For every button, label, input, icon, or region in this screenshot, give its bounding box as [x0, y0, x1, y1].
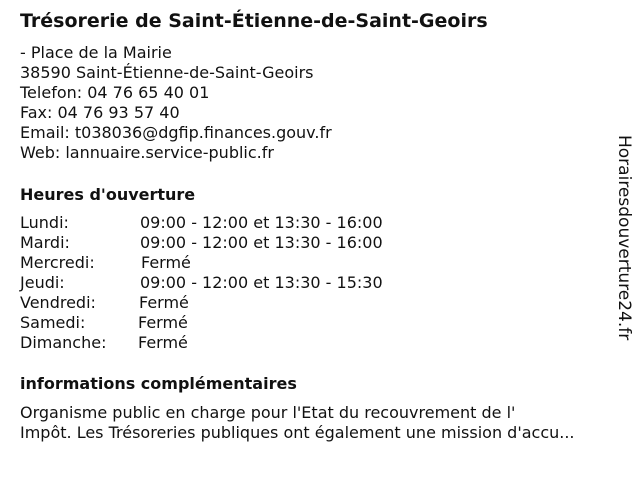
hours-time: Fermé	[138, 313, 188, 332]
hours-row-wednesday	[20, 253, 440, 273]
hours-time: 09:00 - 12:00 et 13:30 - 16:00	[140, 233, 383, 252]
hours-day: Lundi:	[20, 213, 69, 232]
page-title: Trésorerie de Saint-Étienne-de-Saint-Geoirs	[20, 10, 488, 32]
site-watermark: Horairesdouverture24.fr	[614, 135, 634, 341]
address-city: 38590 Saint-Étienne-de-Saint-Geoirs	[20, 63, 314, 82]
hours-time: Fermé	[141, 253, 191, 272]
hours-day: Jeudi:	[20, 273, 65, 292]
web-line: Web: lannuaire.service-public.fr	[20, 143, 274, 162]
hours-time: 09:00 - 12:00 et 13:30 - 16:00	[140, 213, 383, 232]
hours-day: Mercredi:	[20, 253, 95, 272]
hours-row-saturday	[20, 313, 440, 333]
description-text	[20, 403, 630, 443]
fax-line: Fax: 04 76 93 57 40	[20, 103, 180, 122]
hours-row-tuesday	[20, 233, 440, 253]
opening-hours-table	[20, 213, 440, 353]
hours-row-thursday	[20, 273, 440, 293]
hours-day: Vendredi:	[20, 293, 96, 312]
phone-line: Telefon: 04 76 65 40 01	[20, 83, 210, 102]
hours-row-monday	[20, 213, 440, 233]
info-heading: informations complémentaires	[20, 374, 297, 393]
hours-row-sunday	[20, 333, 440, 353]
description-line: Impôt. Les Trésoreries publiques ont également une mission d'accu...	[20, 423, 575, 442]
hours-day: Samedi:	[20, 313, 86, 332]
hours-heading: Heures d'ouverture	[20, 185, 196, 204]
contact-block	[20, 43, 332, 163]
hours-time: Fermé	[139, 293, 189, 312]
hours-day: Mardi:	[20, 233, 70, 252]
address-street: - Place de la Mairie	[20, 43, 172, 62]
hours-row-friday	[20, 293, 440, 313]
hours-time: 09:00 - 12:00 et 13:30 - 15:30	[140, 273, 383, 292]
description-line: Organisme public en charge pour l'Etat du recouvrement de l'	[20, 403, 516, 422]
email-line: Email: t038036@dgfip.finances.gouv.fr	[20, 123, 332, 142]
hours-time: Fermé	[138, 333, 188, 352]
hours-day: Dimanche:	[20, 333, 107, 352]
